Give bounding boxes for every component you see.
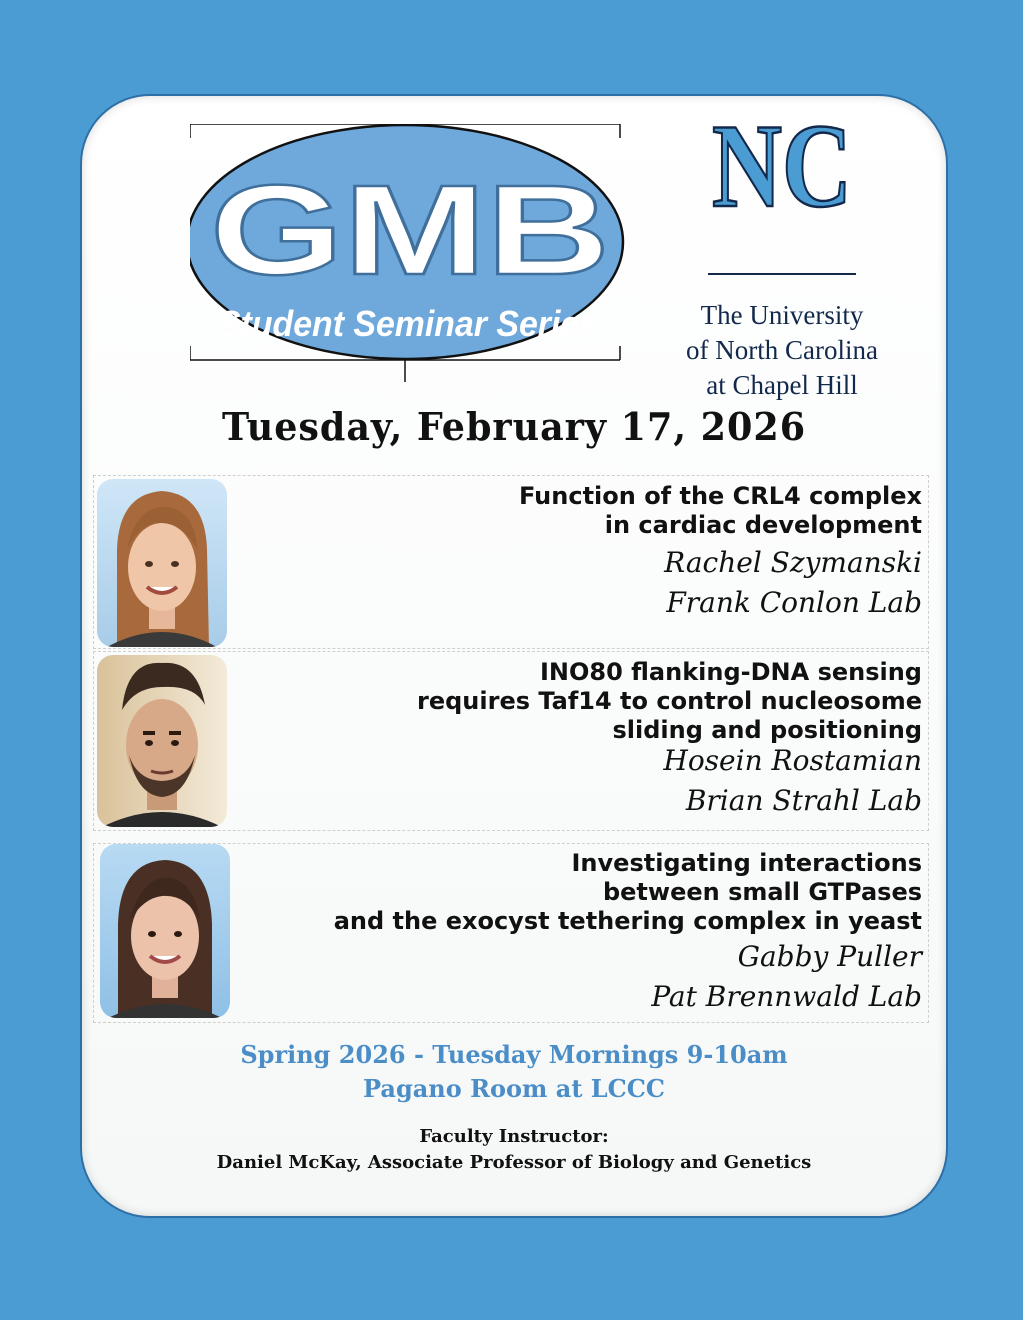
talk-title: INO80 flanking-DNA sensing requires Taf14 to control nucleosome sliding and positioning [417, 658, 922, 744]
series-subtitle: Student Seminar Series [218, 303, 598, 344]
lab-name: Pat Brennwald Lab [651, 980, 922, 1013]
talk-item [93, 475, 929, 649]
lab-name: Frank Conlon Lab [666, 586, 922, 619]
lab-name: Brian Strahl Lab [685, 784, 922, 817]
speaker-photo [97, 479, 227, 647]
location-line: Pagano Room at LCCC [363, 1074, 665, 1103]
university-name: The University of North Carolina at Chapel Hill [686, 300, 878, 400]
speaker-name: Rachel Szymanski [664, 546, 922, 579]
flyer-card [80, 94, 948, 1218]
talk-item [93, 651, 929, 831]
svg-text:NC: NC [712, 116, 852, 232]
unc-divider [708, 273, 856, 275]
talk-title: Function of the CRL4 complex in cardiac development [518, 482, 922, 539]
unc-logo [662, 116, 902, 400]
speaker-name: Hosein Rostamian [663, 744, 922, 777]
speaker-photo [97, 655, 227, 827]
speaker-name: Gabby Puller [737, 940, 922, 973]
schedule-line: Spring 2026 - Tuesday Mornings 9-10am [240, 1040, 788, 1069]
gmb-wordmark: GMB [210, 159, 610, 302]
gmb-logo [190, 124, 650, 384]
talk-item [93, 843, 929, 1023]
unc-monogram-icon [662, 116, 902, 236]
talk-title: Investigating interactions between small GTPases and the exocyst tethering complex in yeast [333, 849, 922, 935]
event-date: Tuesday, February 17, 2026 [221, 404, 807, 449]
speaker-photo [100, 844, 230, 1018]
instructor-name: Daniel McKay, Associate Professor of Biology and Genetics [216, 1152, 812, 1173]
instructor-label: Faculty Instructor: [419, 1126, 609, 1147]
